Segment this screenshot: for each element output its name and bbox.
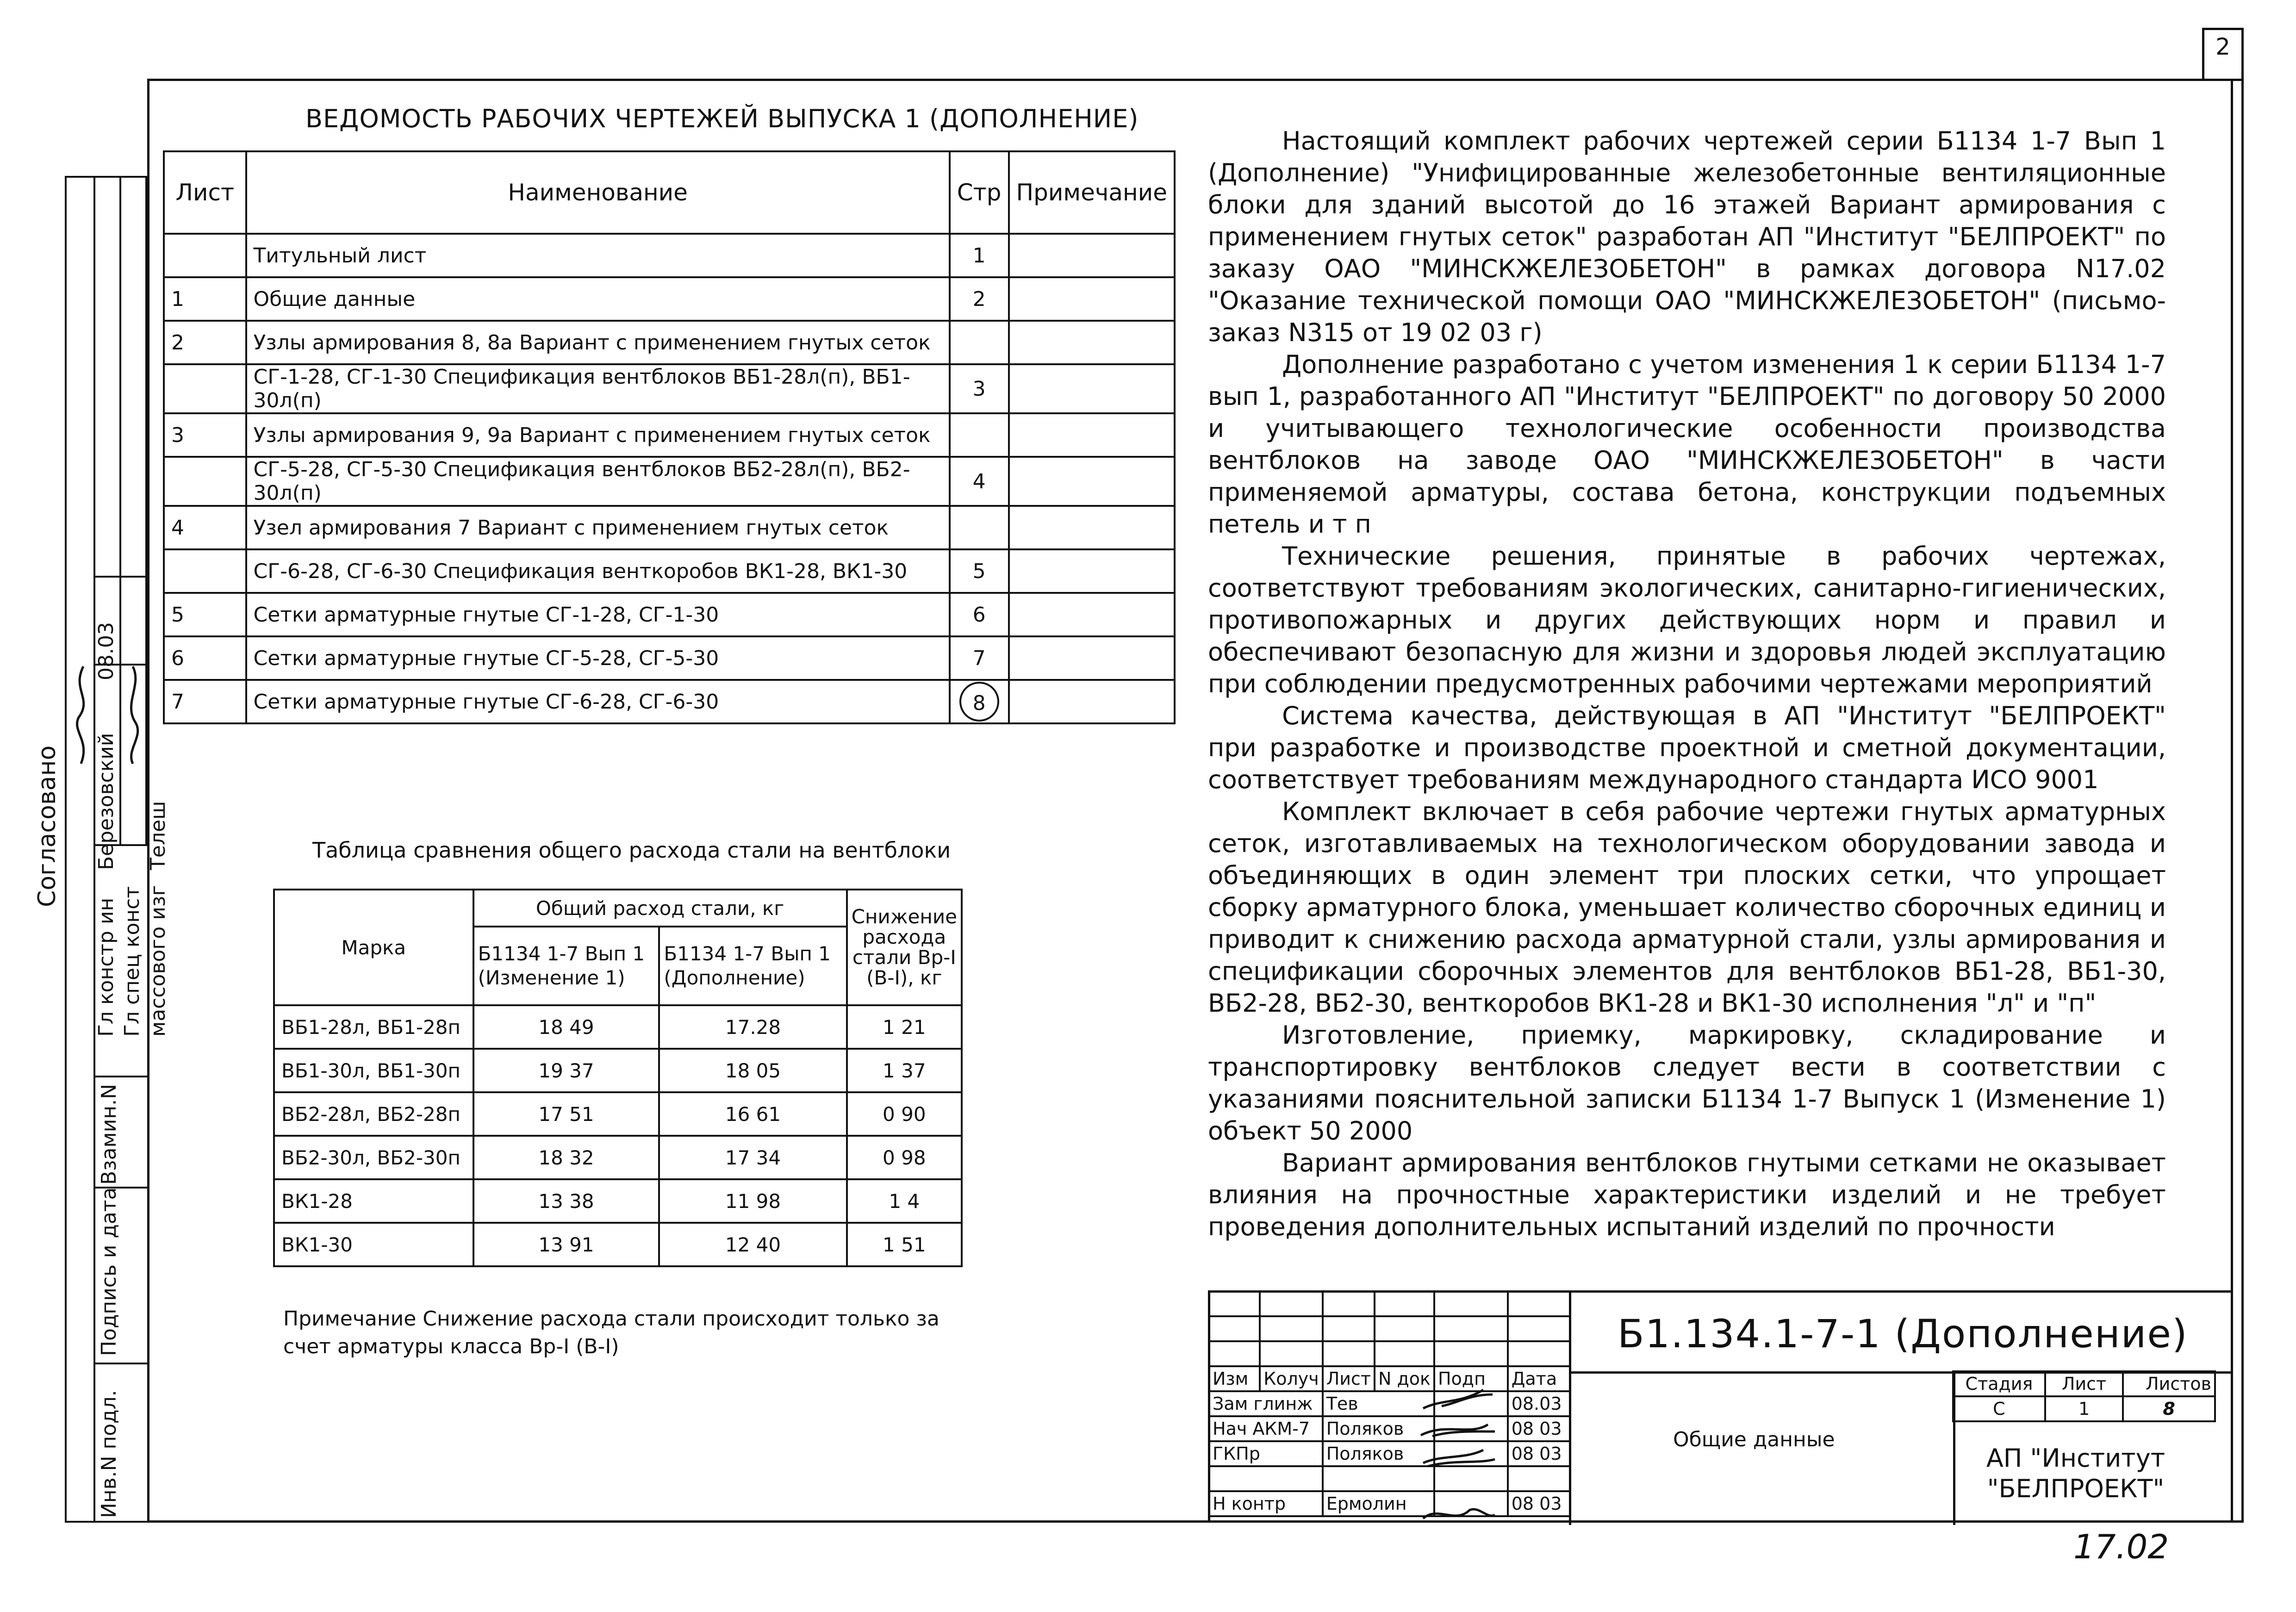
row-name: Узлы армирования 9, 9а Вариант с применением гнутых сеток (246, 413, 950, 457)
h-ndok: N док (1375, 1366, 1434, 1391)
row-page (950, 413, 1009, 457)
row-page: 6 (950, 593, 1009, 636)
role-date: 08 03 (1508, 1491, 1570, 1516)
steel-row (274, 1179, 962, 1223)
h-podp: Подп (1434, 1366, 1508, 1391)
row-page: 7 (950, 636, 1009, 680)
sheet-value: 1 (2045, 1396, 2123, 1421)
agreed-label: Согласовано (33, 745, 61, 907)
steel-mark: ВК1-30 (274, 1223, 473, 1266)
row-sheet: 1 (164, 277, 246, 321)
steel-row (274, 1092, 962, 1136)
row-sheet (164, 234, 246, 277)
sheet-list-row (164, 413, 1175, 457)
steel-change1: 18 32 (473, 1136, 660, 1179)
steel-table (273, 889, 963, 1267)
role: ГКПр (1209, 1441, 1323, 1466)
drawing-code: Б1.134.1-7-1 (Дополнение) (1618, 1311, 2188, 1357)
paragraph-6: Изготовление, приемку, маркировку, складирование и транспортировку вентблоков следует вести в соответствии с указаниями пояснительной записки Б1134 1-7 Выпуск 1 (Изменение 1) объект 50 2000 (1208, 1021, 2166, 1145)
row-name: Общие данные (246, 277, 950, 321)
row-name: Титульный лист (246, 234, 950, 277)
h-izm: Изм (1209, 1366, 1260, 1391)
header-page: Стр (950, 151, 1009, 234)
steel-addition: 12 40 (659, 1223, 846, 1266)
sheet-list-row (164, 457, 1175, 506)
title-role-row (1209, 1391, 1570, 1416)
h-reduction: Снижение расхода стали Вр-I (В-I), кг (847, 890, 962, 1005)
sheet-list-row (164, 277, 1175, 321)
row-note (1009, 680, 1175, 723)
steel-change1: 13 91 (473, 1223, 660, 1266)
row-page: 5 (950, 549, 1009, 593)
steel-mark: ВК1-28 (274, 1179, 473, 1223)
inventory-label: Инв.N подл. (97, 1390, 121, 1518)
row-sheet (164, 549, 246, 593)
steel-table-caption: Таблица сравнения общего расхода стали на вентблоки (312, 838, 951, 863)
stamp-name1: Березовский (94, 733, 118, 870)
sheet-list-row (164, 321, 1175, 364)
sheet-list-row (164, 593, 1175, 636)
role-date: 08 03 (1508, 1416, 1570, 1441)
row-name: Узлы армирования 8, 8а Вариант с применением гнутых сеток (246, 321, 950, 364)
role-date: 08.03 (1508, 1391, 1570, 1416)
row-page: 2 (950, 277, 1009, 321)
steel-addition: 17 34 (659, 1136, 846, 1179)
role-name: Тев (1323, 1391, 1434, 1416)
sheet-list-row (164, 549, 1175, 593)
h-change1 (473, 927, 660, 1005)
row-sheet (164, 457, 246, 506)
steel-reduction: 1 37 (847, 1049, 962, 1092)
steel-reduction: 0 90 (847, 1092, 962, 1136)
steel-change1: 18 49 (473, 1005, 660, 1049)
role: Н контр (1209, 1491, 1323, 1516)
row-name: Узел армирования 7 Вариант с применением гнутых сеток (246, 506, 950, 549)
h-mark: Марка (274, 890, 473, 1005)
title-role-row (1209, 1466, 1570, 1491)
role-date (1508, 1466, 1570, 1491)
h-change1-line1: Б1134 1-7 Вып 1 (478, 942, 645, 965)
steel-mark: ВБ2-28л, ВБ2-28п (274, 1092, 473, 1136)
organization-line2: "БЕЛПРОЕКТ" (1987, 1474, 2165, 1503)
row-page: 3 (950, 364, 1009, 413)
side-signature-1 (69, 662, 97, 768)
stamp-date1: 08.03 (94, 622, 118, 680)
paragraph-1: Настоящий комплект рабочих чертежей серии Б1134 1-7 Вып 1 (Дополнение) "Унифицированные железобетонные вентиляционные блоки для зданий высотой до 16 этажей Вариант армирования с применением гнутых сеток" разработан АП "Институт "БЕЛПРОЕКТ" по заказу ОАО "МИНСКЖЕЛЕЗОБЕТОН" в рамках договора N17.02 "Оказание технической помощи ОАО "МИНСКЖЕЛЕЗОБЕТОН" (письмо-заказ N315 от 19 02 03 г) (1208, 126, 2166, 347)
stamp-name3: Телеш (146, 801, 170, 870)
row-note (1009, 636, 1175, 680)
row-note (1009, 593, 1175, 636)
title-block-grid (1208, 1290, 1571, 1517)
row-page: 4 (950, 457, 1009, 506)
h-sheet: Лист (2045, 1371, 2123, 1396)
stamp-col1-role: Гл констр ин (94, 897, 118, 1037)
row-name: Сетки арматурные гнутые СГ-6-28, СГ-6-30 (246, 680, 950, 723)
role-name: Ермолин (1323, 1491, 1434, 1516)
row-note (1009, 506, 1175, 549)
explanatory-text (1208, 125, 2166, 1243)
row-name: СГ-6-28, СГ-6-30 Спецификация венткоробов ВК1-28, ВК1-30 (246, 549, 950, 593)
row-note (1009, 413, 1175, 457)
stage-value: С (1953, 1396, 2045, 1421)
steel-mark: ВБ2-30л, ВБ2-30п (274, 1136, 473, 1179)
h-sheets: Листов (2123, 1371, 2215, 1396)
role-date: 08 03 (1508, 1441, 1570, 1466)
role (1209, 1466, 1323, 1491)
paragraph-7: Вариант армирования вентблоков гнутыми сетками не оказывает влияния на прочностные характеристики изделий и не требует проведения дополнительных испытаний изделий по прочности (1208, 1148, 2166, 1241)
row-sheet: 6 (164, 636, 246, 680)
row-sheet: 3 (164, 413, 246, 457)
header-name: Наименование (246, 151, 950, 234)
paragraph-5: Комплект включает в себя рабочие чертежи гнутых арматурных сеток, изготавливаемых на технологическом оборудовании завода и объединяющих в один элемент три плоских сетки, что упрощает сборку арматурного блока, уменьшает количество сборочных единиц и приводит к снижению расхода арматурной стали, узлы армирования и спецификации сборочных элементов для вентблоков ВБ1-28, ВБ1-30, ВБ2-28, ВБ2-30, венткоробов ВК1-28 и ВК1-30 исполнения "л" и "п" (1208, 797, 2166, 1018)
row-name: СГ-1-28, СГ-1-30 Спецификация вентблоков ВБ1-28л(п), ВБ1-30л(п) (246, 364, 950, 413)
row-name: СГ-5-28, СГ-5-30 Спецификация вентблоков ВБ2-28л(п), ВБ2-30л(п) (246, 457, 950, 506)
row-page: 1 (950, 234, 1009, 277)
sheet-list-header (164, 151, 1175, 234)
row-sheet: 2 (164, 321, 246, 364)
steel-reduction: 1 51 (847, 1223, 962, 1266)
row-page-circled: 8 (959, 682, 999, 722)
sheet-list-title: ВЕДОМОСТЬ РАБОЧИХ ЧЕРТЕЖЕЙ ВЫПУСКА 1 (ДОПОЛНЕНИЕ) (305, 104, 1139, 133)
h-change1-line2: (Изменение 1) (478, 966, 625, 989)
h-list: Лист (1323, 1366, 1375, 1391)
steel-mark: ВБ1-28л, ВБ1-28п (274, 1005, 473, 1049)
steel-addition: 17.28 (659, 1005, 846, 1049)
sheet-list-row (164, 364, 1175, 413)
steel-reduction: 0 98 (847, 1136, 962, 1179)
steel-addition: 16 61 (659, 1092, 846, 1136)
steel-row (274, 1005, 962, 1049)
sheets-value: 8 (2123, 1396, 2215, 1421)
steel-row (274, 1136, 962, 1179)
steel-reduction: 1 21 (847, 1005, 962, 1049)
role: Нач АКМ-7 (1209, 1416, 1323, 1441)
h-stage: Стадия (1953, 1371, 2045, 1396)
row-page (950, 680, 1009, 723)
row-sheet: 5 (164, 593, 246, 636)
steel-addition: 18 05 (659, 1049, 846, 1092)
steel-change1: 13 38 (473, 1179, 660, 1223)
h-koluch: Колуч (1260, 1366, 1322, 1391)
role: Зам глинж (1209, 1391, 1323, 1416)
organization (1955, 1443, 2196, 1504)
row-note (1009, 321, 1175, 364)
header-note: Примечание (1009, 151, 1175, 234)
h-addition (659, 927, 846, 1005)
paragraph-4: Система качества, действующая в АП "Институт "БЕЛПРОЕКТ" при разработке и производстве проектной и сметной документации, соответствует требованиям международного стандарта ИСО 9001 (1208, 701, 2166, 794)
steel-row (274, 1223, 962, 1266)
stamp-col2-role: Гл спец конст (120, 886, 144, 1037)
row-page (950, 506, 1009, 549)
row-note (1009, 364, 1175, 413)
steel-change1: 19 37 (473, 1049, 660, 1092)
sheet-list-row (164, 680, 1175, 723)
steel-table-note: Примечание Снижение расхода стали происходит только за счет арматуры класса Вр-I (В-I) (283, 1307, 940, 1358)
sheet-list-row (164, 636, 1175, 680)
sheet-list-row (164, 506, 1175, 549)
side-signature-2 (121, 662, 144, 768)
page-number: 2 (2215, 33, 2230, 60)
handwritten-note: 17.02 (2073, 1527, 2169, 1566)
steel-addition: 11 98 (659, 1179, 846, 1223)
h-total: Общий расход стали, кг (473, 890, 847, 927)
vzamen-label: Взамин.N (97, 1083, 121, 1185)
row-note (1009, 234, 1175, 277)
row-sheet (164, 364, 246, 413)
row-name: Сетки арматурные гнутые СГ-1-28, СГ-1-30 (246, 593, 950, 636)
title-role-row (1209, 1416, 1570, 1441)
sheet-list-row (164, 234, 1175, 277)
row-name: Сетки арматурные гнутые СГ-5-28, СГ-5-30 (246, 636, 950, 680)
paragraph-2: Дополнение разработано с учетом изменения 1 к серии Б1134 1-7 вып 1, разработанного АП "Институт "БЕЛПРОЕКТ" по договору 50 2000 и учитывающего технологические особенности производства вентблоков на заводе ОАО "МИНСКЖЕЛЕЗОБЕТОН" в части применяемой арматуры, состава бетона, конструкции подъемных петель и т п (1208, 350, 2166, 539)
title-role-row (1209, 1441, 1570, 1466)
title-signatures (1414, 1385, 1502, 1524)
steel-reduction: 1 4 (847, 1179, 962, 1223)
stamp-col3-role: массового изг (146, 885, 170, 1037)
row-note (1009, 549, 1175, 593)
steel-change1: 17 51 (473, 1092, 660, 1136)
role-name: Поляков (1323, 1416, 1434, 1441)
title-role-row (1209, 1491, 1570, 1516)
row-sheet: 4 (164, 506, 246, 549)
paragraph-3: Технические решения, принятые в рабочих чертежах, соответствуют требованиям экологических, санитарно-гигиенических, противопожарных и других действующих норм и правил и обеспечивают безопасную для жизни и здоровья людей эксплуатацию при соблюдении предусмотренных рабочими чертежами мероприятий (1208, 541, 2166, 698)
right-edge-line (2231, 79, 2233, 1523)
stage-table (1952, 1370, 2216, 1422)
sheet-name: Общие данные (1673, 1428, 1835, 1451)
row-page (950, 321, 1009, 364)
steel-row (274, 1049, 962, 1092)
h-data: Дата (1508, 1366, 1570, 1391)
row-sheet: 7 (164, 680, 246, 723)
row-note (1009, 277, 1175, 321)
signature-date-label: Подпись и дата (97, 1187, 121, 1356)
h-addition-line2: (Дополнение) (664, 966, 805, 989)
row-note (1009, 457, 1175, 506)
organization-line1: АП "Институт (1986, 1444, 2165, 1473)
header-sheet: Лист (164, 151, 246, 234)
steel-mark: ВБ1-30л, ВБ1-30п (274, 1049, 473, 1092)
role-name: Поляков (1323, 1441, 1434, 1466)
sheet-list-table (163, 150, 1176, 724)
title-block (1208, 1290, 2231, 1523)
h-addition-line1: Б1134 1-7 Вып 1 (664, 942, 831, 965)
